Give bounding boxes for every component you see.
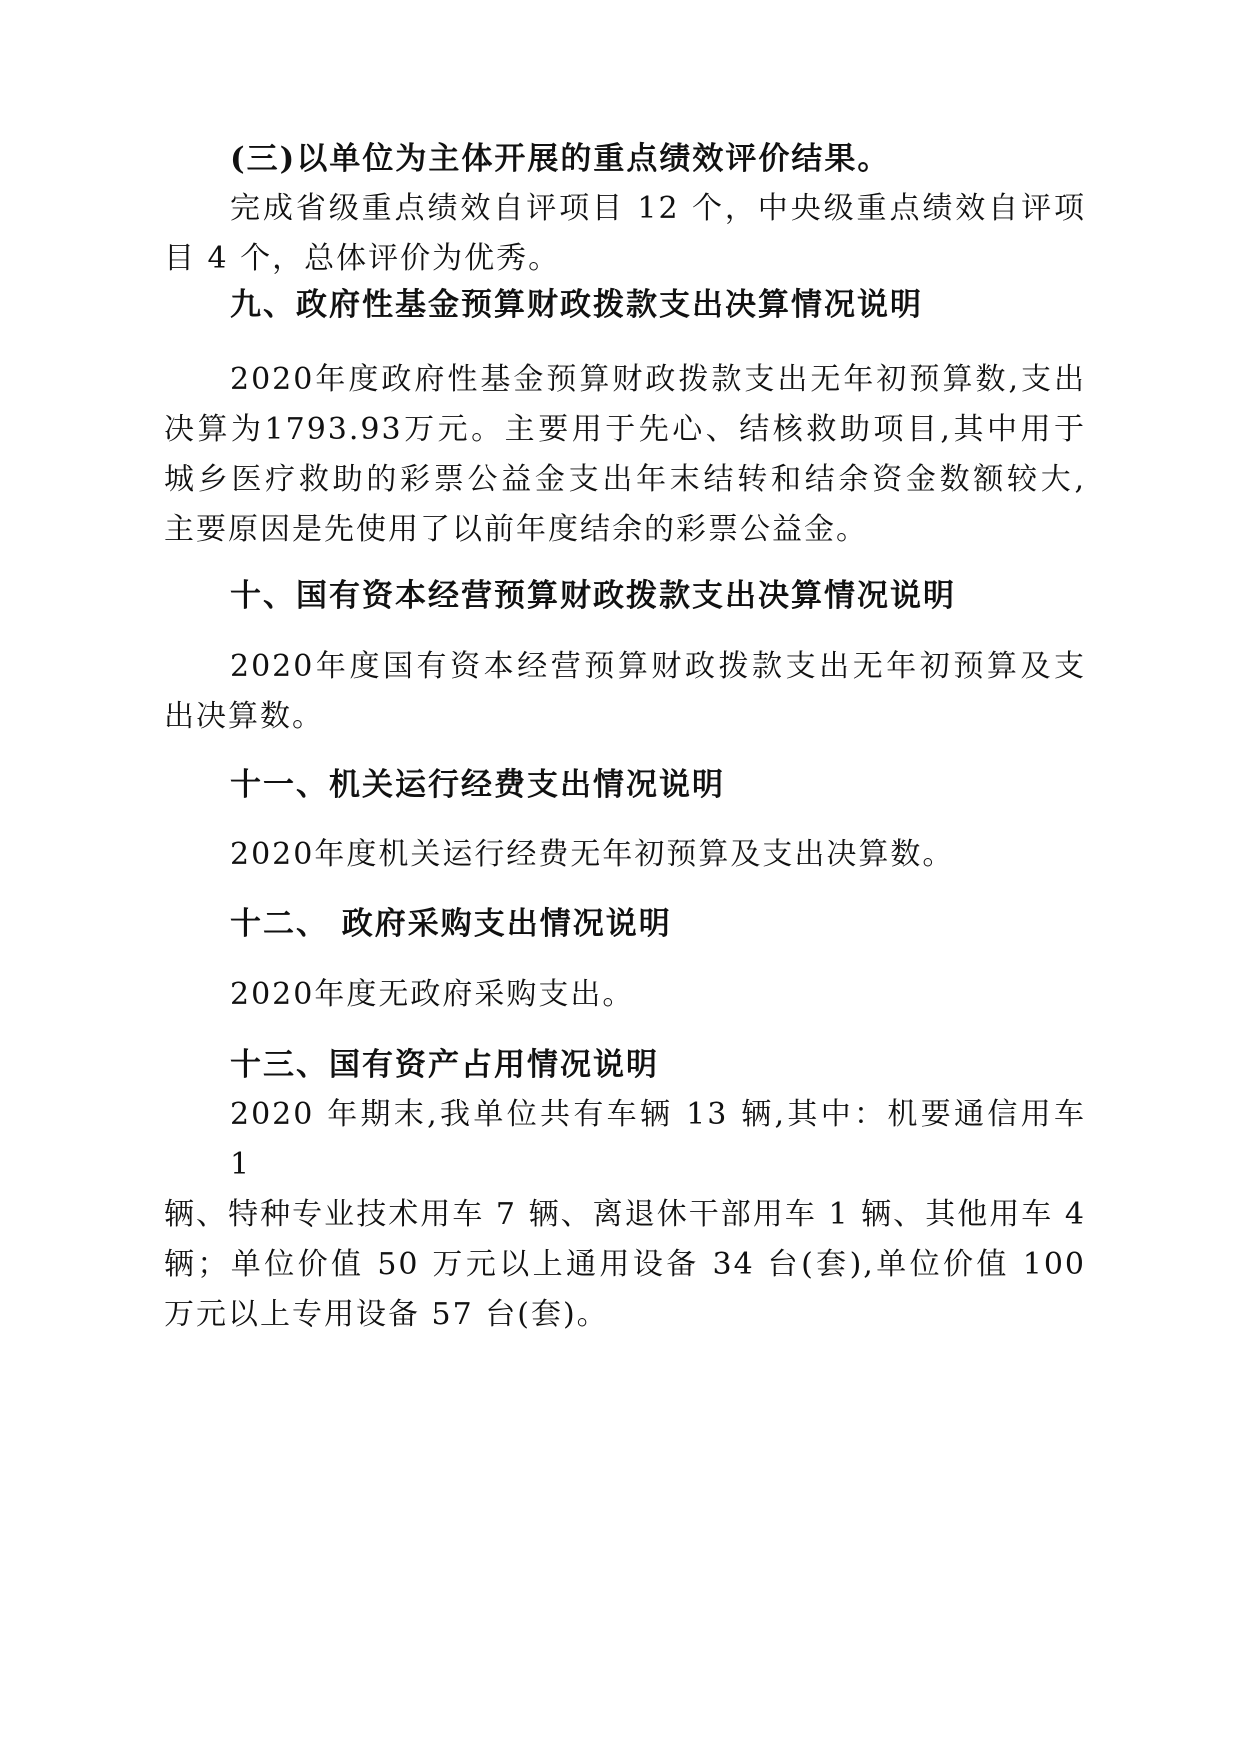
section-3-paragraph-line: 目 4 个，总体评价为优秀。 (164, 241, 561, 276)
section-13-paragraph-line: 2020 年期末,我单位共有车辆 13 辆,其中：机要通信用车 1 (230, 1097, 1086, 1182)
section-11-paragraph-line: 2020年度机关运行经费无年初预算及支出决算数。 (230, 837, 955, 872)
section-13-paragraph-line: 辆；单位价值 50 万元以上通用设备 34 台(套),单位价值 100 (164, 1247, 1086, 1282)
section-12 (164, 899, 1086, 949)
section-13-paragraph-line: 万元以上专用设备 57 台(套)。 (164, 1297, 609, 1332)
section-13-heading: 十三、国有资产占用情况说明 (230, 1047, 659, 1083)
section-10-heading: 十、国有资本经营预算财政拨款支出决算情况说明 (230, 578, 956, 614)
section-9-paragraph-line: 决算为1793.93万元。主要用于先心、结核救助项目,其中用于 (164, 412, 1086, 447)
section-13-paragraph-line: 辆、特种专业技术用车 7 辆、离退休干部用车 1 辆、其他用车 4 (164, 1197, 1086, 1232)
section-10 (164, 571, 1086, 621)
section-10-paragraph-line: 2020年度国有资本经营预算财政拨款支出无年初预算及支 (230, 649, 1086, 684)
section-9-paragraph (164, 355, 1086, 555)
section-9-paragraph-line: 2020年度政府性基金预算财政拨款支出无年初预算数,支出 (230, 362, 1086, 397)
section-11-heading: 十一、机关运行经费支出情况说明 (230, 767, 725, 803)
section-3-paragraph-line: 完成省级重点绩效自评项目 12 个，中央级重点绩效自评项 (230, 191, 1086, 226)
section-9-heading: 九、政府性基金预算财政拨款支出决算情况说明 (230, 287, 923, 323)
section-10-paragraph-line: 出决算数。 (164, 699, 324, 734)
section-12-paragraph-line: 2020年度无政府采购支出。 (230, 977, 635, 1012)
section-13 (164, 1040, 1086, 1340)
section-9 (164, 280, 1086, 330)
section-12-heading: 十二、 政府采购支出情况说明 (230, 906, 672, 942)
section-10-paragraph (164, 642, 1086, 742)
section-12-paragraph (164, 970, 1086, 1020)
section-11-paragraph (164, 830, 1086, 880)
section-9-paragraph-line: 城乡医疗救助的彩票公益金支出年末结转和结余资金数额较大, (164, 462, 1086, 497)
section-3 (164, 134, 1086, 284)
section-11 (164, 760, 1086, 810)
section-9-paragraph-line: 主要原因是先使用了以前年度结余的彩票公益金。 (164, 512, 868, 547)
section-3-heading: (三)以单位为主体开展的重点绩效评价结果。 (230, 141, 891, 177)
